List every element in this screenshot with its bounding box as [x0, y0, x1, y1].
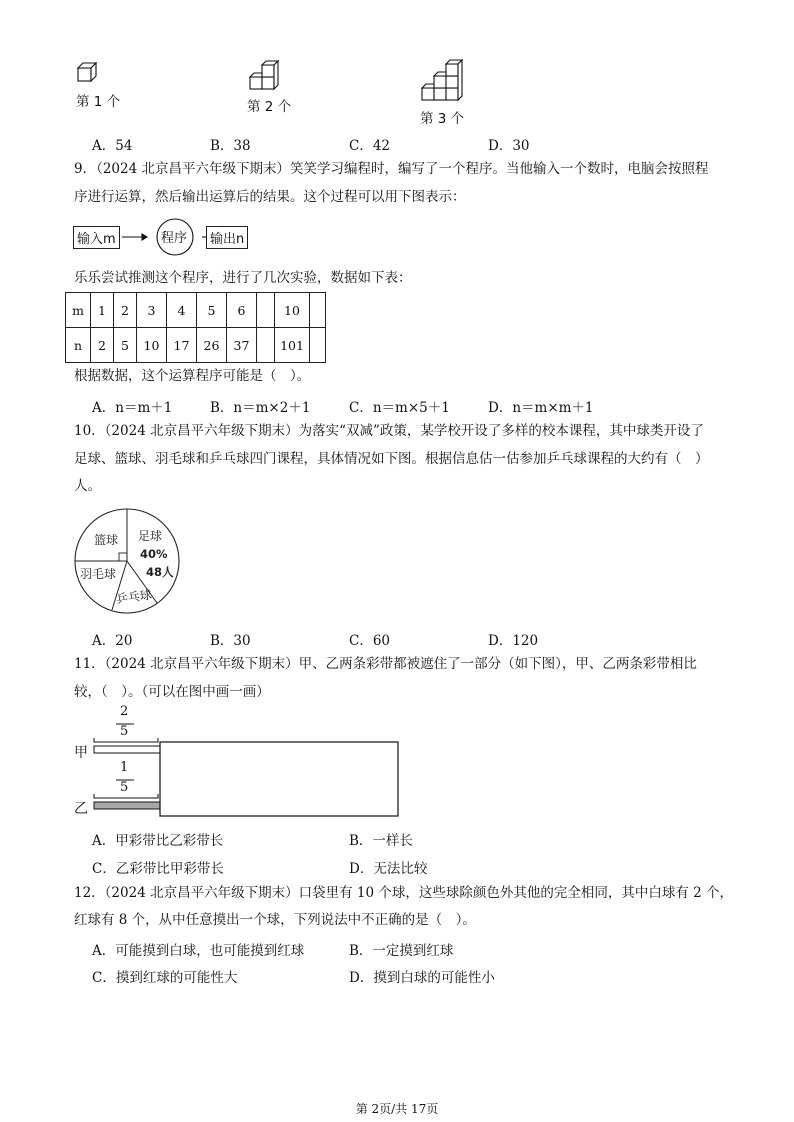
pie-label-basketball: 篮球	[94, 533, 119, 547]
q12-stem-line2: 红球有 8 个，从中任意摸出一个球，下列说法中不正确的是（ ）。	[74, 912, 476, 928]
figure-label-1: 第 1 个	[76, 94, 121, 110]
cube-figure-3	[420, 58, 468, 104]
table-cell: 4	[167, 293, 197, 328]
q9-table-intro: 乐乐尝试推测这个程序，进行了几次实验，数据如下表：	[74, 270, 412, 286]
q10-option-c[interactable]: C．60	[349, 633, 391, 649]
table-cell: 26	[197, 328, 227, 363]
table-cell: 5	[114, 328, 137, 363]
flow-input-box: 输入m	[73, 226, 120, 249]
cube-figure-2	[248, 60, 284, 92]
q11-stem-line2: 较，（ ）。（可以在图中画一画）	[74, 684, 270, 700]
table-cell	[310, 328, 326, 363]
table-cell	[310, 293, 326, 328]
table-cell: 10	[275, 293, 310, 328]
table-cell: 101	[275, 328, 310, 363]
table-cell: 37	[227, 328, 257, 363]
table-cell: 1	[91, 293, 114, 328]
q10-option-a[interactable]: A．20	[92, 633, 133, 649]
q12-stem-line1: 12．（2024 北京昌平六年级下期末）口袋里有 10 个球，这些球除颜色外其他的完全相同，其中白球有 2 个，	[74, 885, 734, 901]
table-cell: 3	[137, 293, 167, 328]
q10-stem-line3: 人。	[74, 478, 101, 494]
table-cell	[257, 328, 275, 363]
table-cell: 10	[137, 328, 167, 363]
ribbon-b-denominator: 5	[120, 780, 129, 795]
ribbon-b-numerator: 1	[120, 760, 129, 775]
pie-label-football: 足球	[138, 529, 163, 543]
pie-label-football-pct: 40%	[140, 547, 168, 561]
figure-label-3: 第 3 个	[420, 111, 465, 127]
q10-stem-line1: 10．（2024 北京昌平六年级下期末）为落实“双减”政策，某学校开设了多样的校本课程，其中球类开设了	[74, 423, 704, 439]
figure-label-2: 第 2 个	[247, 99, 292, 115]
table-row-n	[66, 328, 326, 363]
q8-option-c[interactable]: C．42	[349, 138, 391, 154]
ribbon-b-label: 乙	[74, 801, 88, 817]
q9-option-c[interactable]: C．n＝m×5＋1	[349, 400, 450, 416]
table-cell: 2	[91, 328, 114, 363]
pie-chart	[72, 506, 182, 616]
q11-option-c[interactable]: C．乙彩带比甲彩带长	[92, 861, 224, 877]
q9-option-a[interactable]: A．n＝m＋1	[92, 400, 173, 416]
table-cell: n	[66, 328, 91, 363]
q10-option-d[interactable]: D．120	[488, 633, 539, 649]
flow-output-box: 输出n	[206, 226, 248, 249]
table-cell: 5	[197, 293, 227, 328]
q12-option-c[interactable]: C．摸到红球的可能性大	[92, 970, 238, 986]
q10-option-b[interactable]: B．30	[210, 633, 251, 649]
q8-option-a[interactable]: A．54	[92, 138, 133, 154]
q12-option-a[interactable]: A．可能摸到白球，也可能摸到红球	[92, 943, 305, 959]
table-cell: 6	[227, 293, 257, 328]
q9-option-d[interactable]: D．n＝m×m＋1	[488, 400, 594, 416]
pie-label-badminton: 羽毛球	[80, 567, 117, 581]
table-cell: m	[66, 293, 91, 328]
q8-option-d[interactable]: D．30	[488, 138, 530, 154]
q9-stem-line2: 序进行运算，然后输出运算后的结果。这个过程可以用下图表示：	[74, 189, 466, 205]
table-cell: 17	[167, 328, 197, 363]
q11-stem-line1: 11．（2024 北京昌平六年级下期末）甲、乙两条彩带都被遮住了一部分（如下图），甲、乙两条彩带相比	[74, 656, 697, 672]
q10-stem-line2: 足球、篮球、羽毛球和乒乓球四门课程，具体情况如下图。根据信息估一估参加乒乓球课程的大约有（ ）	[74, 451, 709, 467]
flow-diagram	[72, 217, 262, 257]
cube-figure-1	[76, 62, 100, 84]
table-row-m	[66, 293, 326, 328]
page-footer: 第 2页/共 17页	[355, 1102, 439, 1116]
ribbon-diagram	[72, 706, 432, 822]
table-cell	[257, 293, 275, 328]
q12-option-d[interactable]: D．摸到白球的可能性小	[349, 970, 495, 986]
q11-option-a[interactable]: A．甲彩带比乙彩带长	[92, 833, 224, 849]
ribbon-a-label: 甲	[74, 745, 88, 761]
flow-program-label: 程序	[161, 231, 188, 246]
ribbon-a-denominator: 5	[120, 724, 129, 739]
table-cell: 2	[114, 293, 137, 328]
q11-option-d[interactable]: D．无法比较	[349, 861, 428, 877]
q8-option-b[interactable]: B．38	[210, 138, 251, 154]
q12-option-b[interactable]: B．一定摸到红球	[349, 943, 454, 959]
q9-option-b[interactable]: B．n＝m×2＋1	[210, 400, 311, 416]
data-table	[65, 292, 326, 363]
pie-label-count: 48人	[146, 565, 174, 579]
ribbon-a-numerator: 2	[120, 704, 129, 719]
q11-option-b[interactable]: B．一样长	[349, 833, 413, 849]
pie-label-pingpong: 乒乓球	[115, 587, 153, 607]
q9-question: 根据数据，这个运算程序可能是（ ）。	[74, 368, 311, 384]
q9-stem-line1: 9．（2024 北京昌平六年级下期末）笑笑学习编程时，编写了一个程序。当他输入一个数时，电脑会按照程	[74, 161, 709, 177]
